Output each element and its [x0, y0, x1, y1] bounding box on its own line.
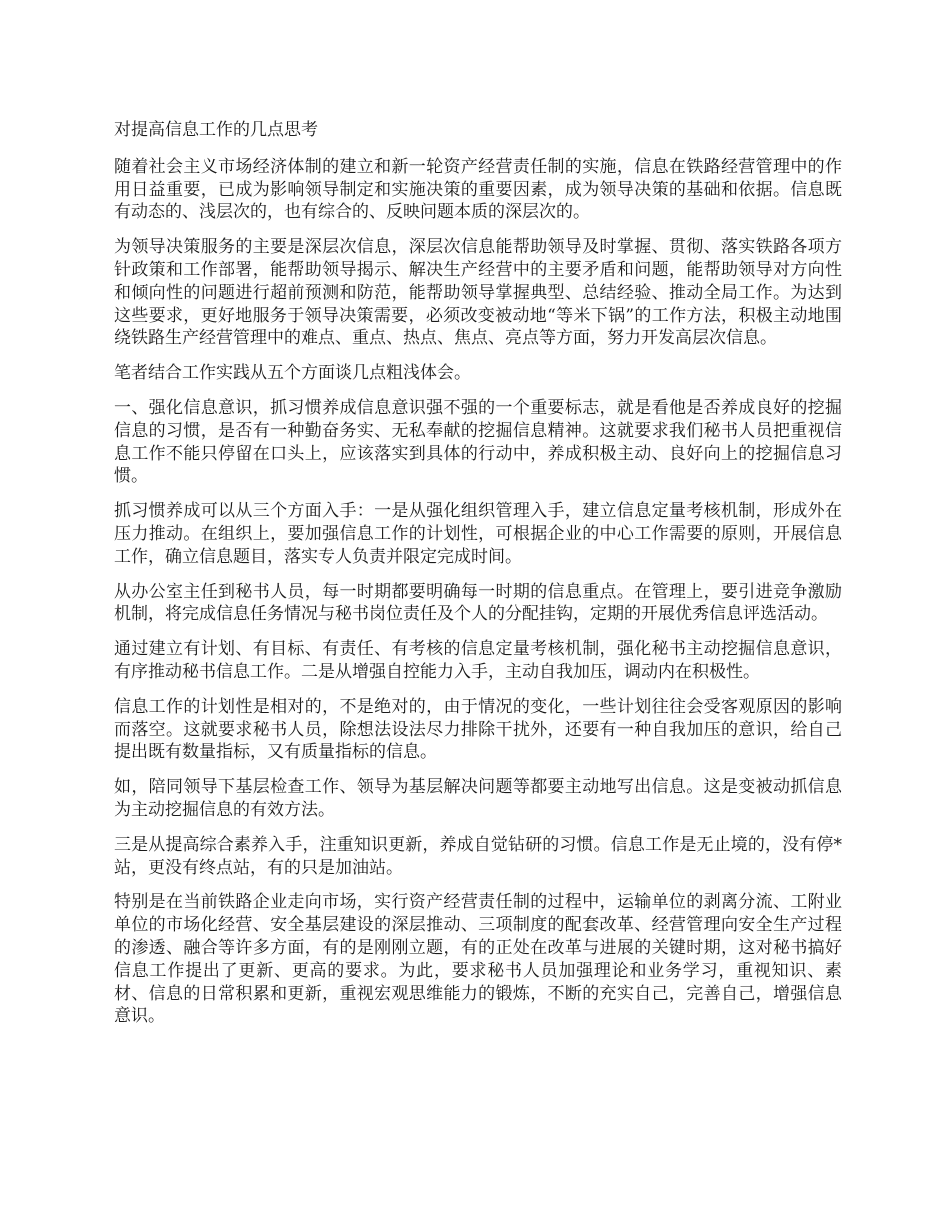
paragraph-8: 信息工作的计划性是相对的，不是绝对的，由于情况的变化，一些计划往往会受客观原因的影响而落空。这就要求秘书人员，除想法设法尽力排除干扰外，还要有一种自我加压的意识，给自己提出既有数量指标，又有质量指标的信息。	[114, 696, 842, 763]
paragraph-9: 如，陪同领导下基层检查工作、领导为基层解决问题等都要主动地写出信息。这是变被动抓信息为主动挖掘信息的有效方法。	[114, 777, 842, 820]
document-title: 对提高信息工作的几点思考	[114, 120, 318, 140]
paragraph-10: 三是从提高综合素养入手，注重知识更新，养成自觉钻研的习惯。信息工作是无止境的，没有停*站，更没有终点站，有的只是加油站。	[114, 834, 842, 878]
paragraph-11: 特别是在当前铁路企业走向市场，实行资产经营责任制的过程中，运输单位的剥离分流、工附业单位的市场化经营、安全基层建设的深层推动、三项制度的配套改革、经营管理向安全生产过程的渗透、融合等许多方面，有的是刚刚立题，有的正处在改革与进展的关键时期，这对秘书搞好信息工作提出了更新、更高的要求。为此，要求秘书人员加强理论和业务学习，重视知识、素材、信息的日常积累和更新，重视宏观思维能力的锻炼，不断的充实自己，完善自己，增强信息意识。	[114, 892, 842, 1027]
paragraph-1: 随着社会主义市场经济体制的建立和新一轮资产经营责任制的实施，信息在铁路经营管理中的作用日益重要，已成为影响领导制定和实施决策的重要因素，成为领导决策的基础和依据。信息既有动态的、浅层次的，也有综合的、反映问题本质的深层次的。	[114, 156, 842, 223]
paragraph-3: 笔者结合工作实践从五个方面谈几点粗浅体会。	[114, 363, 471, 384]
paragraph-6: 从办公室主任到秘书人员，每一时期都要明确每一时期的信息重点。在管理上，要引进竞争激励机制，将完成信息任务情况与秘书岗位责任及个人的分配挂钩，定期的开展优秀信息评选活动。	[114, 581, 842, 625]
paragraph-7: 通过建立有计划、有目标、有责任、有考核的信息定量考核机制，强化秘书主动挖掘信息意识，有序推动秘书信息工作。二是从增强自控能力入手，主动自我加压，调动内在积极性。	[114, 639, 842, 682]
paragraph-2: 为领导决策服务的主要是深层次信息，深层次信息能帮助领导及时掌握、贯彻、落实铁路各项方针政策和工作部署，能帮助领导揭示、解决生产经营中的主要矛盾和问题，能帮助领导对方向性和倾向性的问题进行超前预测和防范，能帮助领导掌握典型、总结经验、推动全局工作。为达到这些要求，更好地服务于领导决策需要，必须改变被动地“等米下锅”的工作方法，积极主动地围绕铁路生产经营管理中的难点、重点、热点、焦点、亮点等方面，努力开发高层次信息。	[114, 237, 842, 349]
document-page	[114, 119, 842, 1040]
paragraph-5: 抓习惯养成可以从三个方面入手：一是从强化组织管理入手，建立信息定量考核机制，形成外在压力推动。在组织上，要加强信息工作的计划性，可根据企业的中心工作需要的原则，开展信息工作，确立信息题目，落实专人负责并限定完成时间。	[114, 501, 842, 567]
paragraph-4: 一、强化信息意识，抓习惯养成信息意识强不强的一个重要标志，就是看他是否养成良好的挖掘信息的习惯，是否有一种勤奋务实、无私奉献的挖掘信息精神。这就要求我们秘书人员把重视信息工作不能只停留在口头上，应该落实到具体的行动中，养成积极主动、良好向上的挖掘信息习惯。	[114, 397, 842, 487]
